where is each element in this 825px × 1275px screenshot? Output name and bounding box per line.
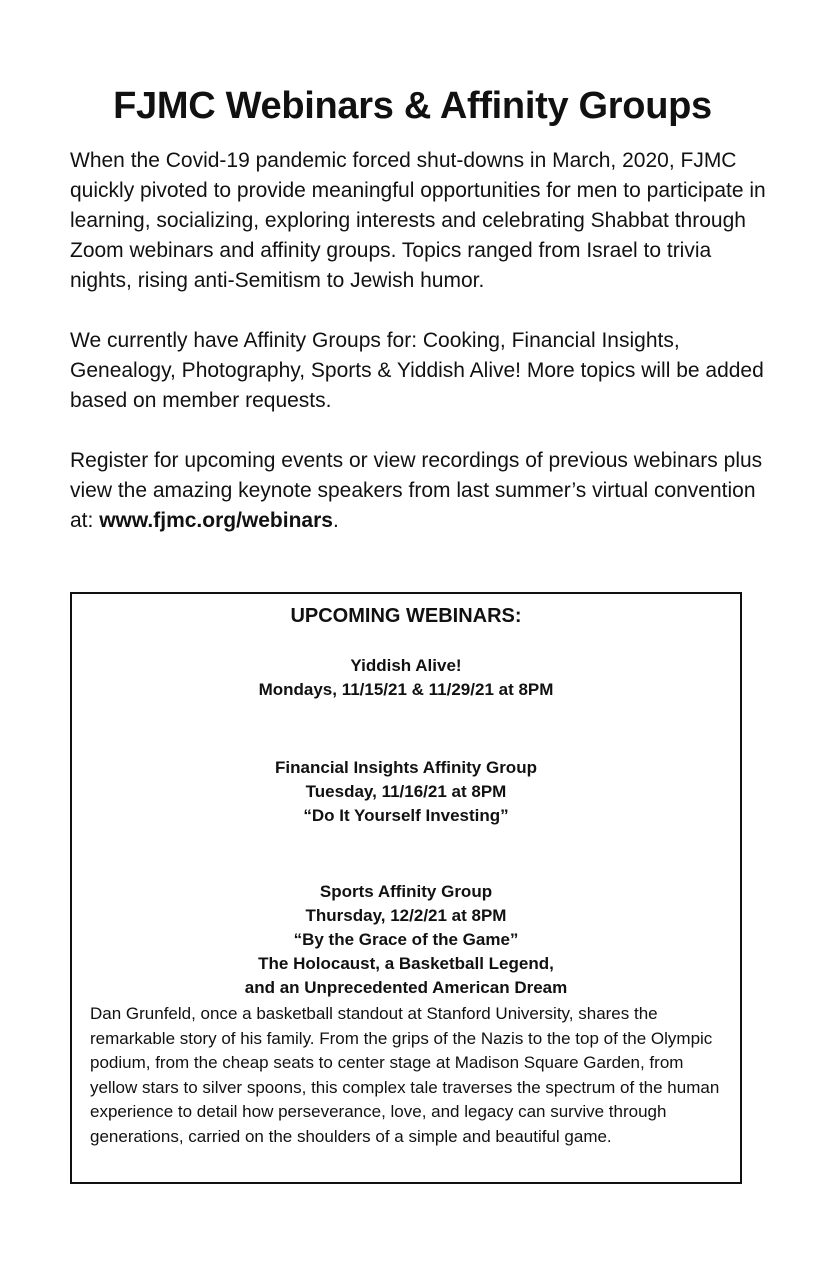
event-topic: “By the Grace of the Game” [293,930,519,949]
event-date: Tuesday, 11/16/21 at 8PM [305,782,507,801]
event-topic: “Do It Yourself Investing” [303,806,509,825]
upcoming-webinars-heading: UPCOMING WEBINARS: [290,605,522,627]
event-sports-affinity [72,880,740,1000]
event-yiddish-alive [72,654,740,702]
intro-paragraph-covid: When the Covid-19 pandemic forced shut-downs in March, 2020, FJMC quickly pivoted to provide meaningful opportunities for men to participate in learning, socializing, exploring interests and celebrating Shabbat through Zoom webinars and affinity groups. Topics ranged from Israel to trivia nights, rising anti-Semitism to Jewish humor. [70,149,766,292]
event-subtitle-line-1: The Holocaust, a Basketball Legend, [258,954,554,973]
event-date: Thursday, 12/2/21 at 8PM [305,906,507,925]
register-text-end: . [332,509,339,532]
event-sports-description: Dan Grunfeld, once a basketball standout at Stanford University, shares the remarkable story of his family. From the grips of the Nazis to the top of the Olympic podium, from the cheap seats to center stage at Madison Square Garden, from yellow stars to silver spoons, this complex tale traverses the spectrum of the human experience to detail how perseverance, love, and legacy can survive through generations, carried on the shoulders of a simple and beautiful game. [90,1004,720,1146]
event-name: Yiddish Alive! [350,656,462,675]
event-name: Financial Insights Affinity Group [275,758,537,777]
intro-section [70,146,770,566]
page-title: FJMC Webinars & Affinity Groups [113,85,712,127]
upcoming-webinars-box [70,592,742,1184]
intro-paragraph-register [70,446,770,536]
intro-paragraph-affinity-groups: We currently have Affinity Groups for: Cooking, Financial Insights, Genealogy, Photography, Sports & Yiddish Alive! More topics will be added based on member requests. [70,329,764,412]
event-date: Mondays, 11/15/21 & 11/29/21 at 8PM [258,680,554,699]
event-subtitle-line-2: and an Unprecedented American Dream [244,978,568,997]
register-text: Register for upcoming events or view recordings of previous webinars plus view the amazing keynote speakers from last summer’s virtual convention at: [70,449,763,532]
event-financial-insights [72,756,740,828]
webinars-url-link[interactable]: www.fjmc.org/webinars [99,509,333,532]
event-name: Sports Affinity Group [319,882,493,901]
